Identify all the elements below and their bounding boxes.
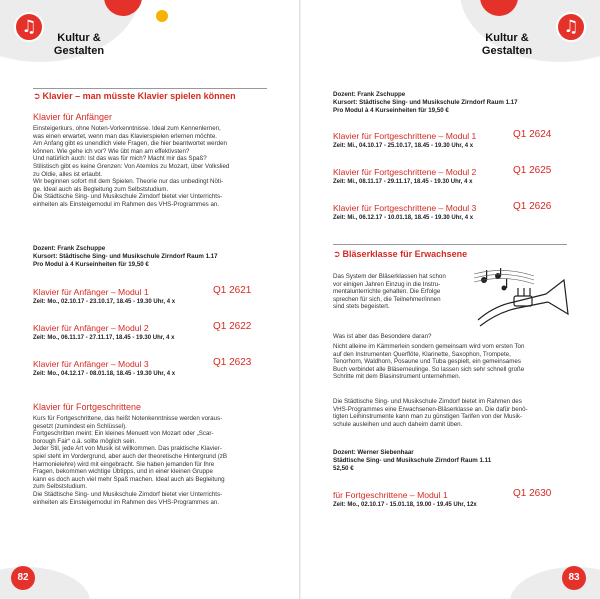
course-time: Zeit: Mi., 04.10.17 - 25.10.17, 18.45 - 19.30 Uhr, 4 x [333,143,474,149]
section-heading: ➲ Klavier – man müsste Klavier spielen können [33,91,236,102]
course-title: Klavier für Fortgeschrittene – Modul 1 [333,131,477,141]
course-code: Q1 2626 [513,201,552,212]
course-title: Klavier für Anfänger – Modul 2 [33,323,149,333]
page-number: 82 [11,566,35,590]
course-code: Q1 2622 [213,321,252,332]
course-time: Zeit: Mo., 04.12.17 - 08.01.18, 18.45 - 19.30 Uhr, 4 x [33,371,176,377]
section-heading: ➲ Bläserklasse für Erwachsene [333,249,468,260]
course-info: Dozent: Werner Siebenhaar Städtische Sing- und Musikschule Zirndorf Raum 1.11 52,50 € [333,449,492,472]
footer-arc [510,567,600,599]
course-code: Q1 2623 [213,357,252,368]
subheading: Klavier für Fortgeschrittene [33,402,142,412]
course-info: Dozent: Frank Zschuppe Kursort: Städtische Sing- und Musikschule Zirndorf Raum 1.17 Pro Modul à 4 Kurseinheiten für 19,50 € [333,91,518,114]
course-code: Q1 2625 [513,165,552,176]
course-title: für Fortgeschrittene – Modul 1 [333,490,448,500]
page-number: 83 [562,566,586,590]
course-time: Zeit: Mo., 06.11.17 - 27.11.17, 18.45 - 19.30 Uhr, 4 x [33,335,175,341]
course-info: Dozent: Frank Zschuppe Kursort: Städtische Sing- und Musikschule Zirndorf Raum 1.17 Pro Modul à 4 Kurseinheiten für 19,50 € [33,245,218,268]
section-title: Kultur & Gestalten [481,32,533,57]
course-time: Zeit: Mi., 08.11.17 - 29.11.17, 18.45 - 19.30 Uhr, 4 x [333,179,473,185]
trumpet-music-icon [474,268,572,330]
section-title: Kultur & Gestalten [53,32,105,57]
arrow-right-circle-icon: ➲ [333,250,341,260]
course-time: Zeit: Mo., 02.10.17 - 15.01.18, 19.00 - 19.45 Uhr, 12x [333,502,477,508]
decor-yellow-dot [156,10,168,22]
course-time: Zeit: Mo., 02.10.17 - 23.10.17, 18.45 - 19.30 Uhr, 4 x [33,299,176,305]
course-title: Klavier für Fortgeschrittene – Modul 2 [333,167,477,177]
course-title: Klavier für Fortgeschrittene – Modul 3 [333,203,477,213]
intro-paragraph: Das System der Bläserklassen hat schon vor einigen Jahren Einzug in die Instru- mentalunterrichte gehalten. Die Erfolge sprechen für sich, die Teilnehmer/innen sind stets begeistert. [333,273,446,311]
divider [333,244,567,245]
music-note-icon: ♫ [14,12,44,42]
course-code: Q1 2624 [513,129,552,140]
course-code: Q1 2621 [213,285,252,296]
description-paragraph: Nicht alleine im Kämmerlein sondern gemeinsam wird vom ersten Ton auf den Instrumenten Querflöte, Klarinette, Saxophon, Trompete, Tenorhorn, Waldhorn, Posaune und Tuba gespielt, ein gemeinsames Buch verbindet alle Bläserneulinge. So lassen sich sehr schnell große Schritte mit dem Blasinstrument unternehmen. [333,343,525,381]
course-time: Zeit: Mi., 06.12.17 - 10.01.18, 18.45 - 19.30 Uhr, 4 x [333,215,474,221]
course-code: Q1 2630 [513,488,552,499]
question-line: Was ist aber das Besondere daran? [333,333,432,340]
course-title: Klavier für Anfänger – Modul 1 [33,287,149,297]
course-title: Klavier für Anfänger – Modul 3 [33,359,149,369]
music-note-icon: ♫ [556,12,586,42]
right-page [300,0,600,599]
divider [33,88,267,89]
description-paragraph: Einsteigerkurs, ohne Noten-Vorkenntnisse. Ideal zum Kennenlernen, was einen erwartet, wenn man das Klavierspielen erlernen möchte. Am Anfang gibt es unendlich viele Fragen, die hier beantwortet werden können. Wie gehe ich vor? Wie übt man am effektivsten? Und natürlich auch: Ist das was für mich? Macht mir das Spaß? Stilistisch gibt es keine Grenzen: Von Atemlos zu Mozart, über Volkslied zu Oldie, alles ist erlaubt. Wir beginnen sofort mit dem Spielen. Theorie nur das unbedingt Nöti- ge. Ideal auch als Begleitung zum Selbststudium. Die Städtische Sing- und Musikschule Zirndorf bietet vier Unterrichts- einheiten als Einsteigemodul im Rahmen des VHS-Programmes an. [33,125,230,208]
description-paragraph: Kurs für Fortgeschrittene, das heißt Notenkenntnisse werden voraus- gesetzt (zumindest ein Schlüssel). Fortgeschritten meint: Ein kleines Menuett von Mozart oder „Scar- borough Fair“ o.ä. sollte möglich sein. Jeder Stil, jede Art von Musik ist willkommen. Das praktische Klavier- spiel steht im Vordergrund, aber auch der theoretische Hintergrund (zB Harmonielehre) wird mit eingebracht. Sie haben jemanden für Ihre Fragen, bekommen wichtige Übtipps, und in einer kleinen Gruppe kann es doch auch viel mehr Spaß machen. Ideal auch als Begleitung zum Selbststudium. Die Städtische Sing- und Musikschule Zirndorf bietet vier Unterrichts- einheiten als Einsteigemodul im Rahmen des VHS-Programmes an. [33,415,227,506]
subheading: Klavier für Anfänger [33,112,113,122]
description-paragraph: Die Städtische Sing- und Musikschule Zirndorf bietet im Rahmen des VHS-Programmes eine Erwachsenen-Bläserklasse an. Die dafür benö- tigten Leihinstrumente kann man zu günstigen Tarifen von der Musik- schule ausleihen und auch daheim damit üben. [333,398,528,428]
arrow-right-circle-icon: ➲ [33,92,41,102]
